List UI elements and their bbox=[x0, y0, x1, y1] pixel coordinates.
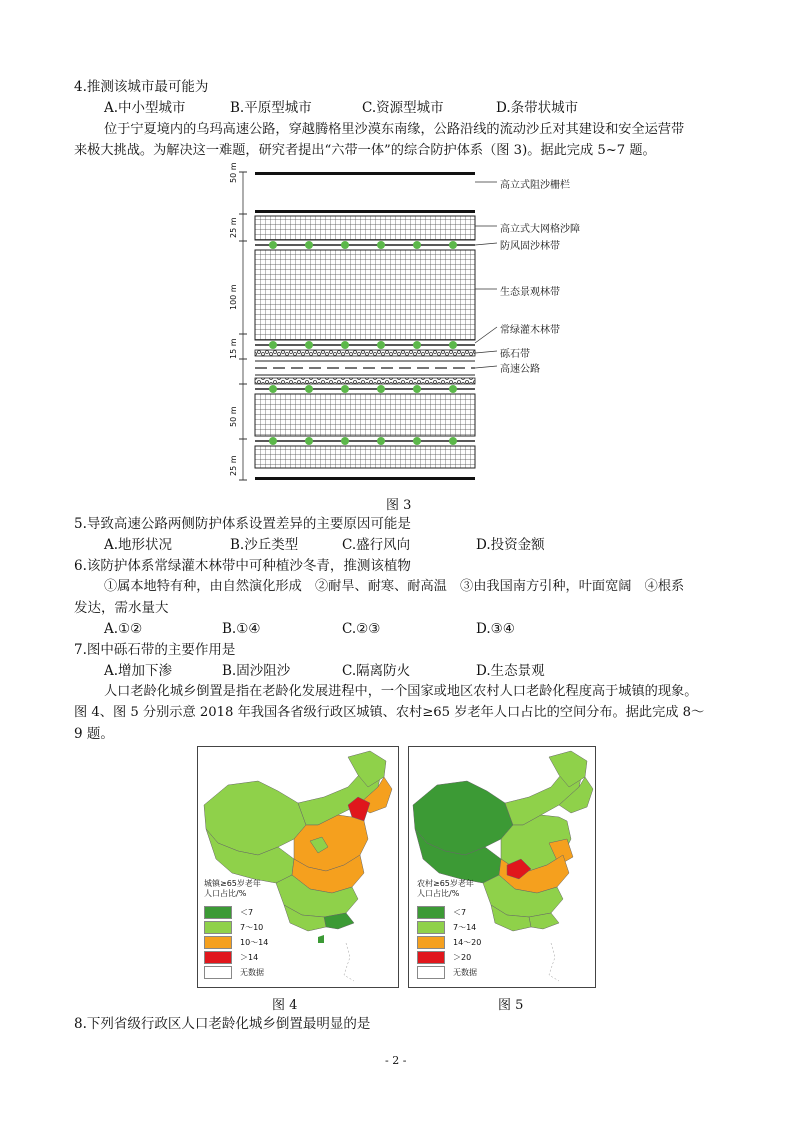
figure4-legend-label: ＜7 bbox=[240, 908, 254, 917]
figure5-legend-swatch bbox=[417, 951, 445, 964]
figure4-legend-item bbox=[204, 920, 268, 935]
passage1-line1: 位于宁夏境内的乌玛高速公路，穿越腾格里沙漠东南缘，公路沿线的流动沙丘对其建设和安全运营带 bbox=[104, 122, 685, 137]
scale-label-50m-bottom: 50 m bbox=[229, 406, 238, 427]
q5-stem: 5.导致高速公路两侧防护体系设置差异的主要原因可能是 bbox=[74, 516, 411, 532]
figure5-legend-item bbox=[417, 905, 481, 920]
q7-option-c: C.隔离防火 bbox=[342, 663, 411, 679]
figure5-legend-swatch bbox=[417, 921, 445, 934]
figure5-legend-title2: 人口占比/% bbox=[417, 889, 460, 898]
page-number: - 2 - bbox=[385, 1054, 407, 1067]
figure5-legend bbox=[417, 905, 481, 980]
passage1-line2: 来极大挑战。为解决这一难题，研究者提出“六带一体”的综合防护体系（图 3)。据此完成 5~7 题。 bbox=[74, 143, 656, 158]
q4-option-c: C.资源型城市 bbox=[362, 100, 444, 116]
figure5-legend-swatch bbox=[417, 906, 445, 919]
q6-option-a: A.①② bbox=[104, 621, 143, 637]
figure5-legend-title1: 农村≥65岁老年 bbox=[417, 879, 474, 888]
q6-option-c: C.②③ bbox=[342, 621, 381, 637]
figure4-map bbox=[197, 746, 399, 988]
figure5-legend-label: ＞20 bbox=[453, 953, 472, 962]
figure4-legend-title1: 城镇≥65岁老年 bbox=[204, 879, 261, 888]
q7-option-b: B.固沙阻沙 bbox=[222, 663, 291, 679]
figure4-legend-swatch bbox=[204, 951, 232, 964]
q6-stem: 6.该防护体系常绿灌木林带中可种植沙冬青，推测该植物 bbox=[74, 558, 411, 574]
figure4-legend-label: 7～10 bbox=[240, 923, 264, 932]
q6-statements-line2: 发达，需水量大 bbox=[74, 600, 169, 616]
label-windbreak-forest: 防风固沙林带 bbox=[500, 241, 560, 252]
q5-option-b: B.沙丘类型 bbox=[230, 537, 299, 553]
figure4-legend-swatch bbox=[204, 906, 232, 919]
figure4-legend-title2: 人口占比/% bbox=[204, 889, 247, 898]
figure5-legend-item bbox=[417, 935, 481, 950]
label-highway: 高速公路 bbox=[500, 364, 540, 375]
figure4-legend-swatch bbox=[204, 936, 232, 949]
q6-option-b: B.①④ bbox=[222, 621, 261, 637]
figure5-legend-label: ＜7 bbox=[453, 908, 467, 917]
figure5-legend-label: 7～14 bbox=[453, 923, 477, 932]
q4-option-b: B.平原型城市 bbox=[230, 100, 312, 116]
q7-option-a: A.增加下渗 bbox=[104, 663, 173, 679]
q5-option-c: C.盛行风向 bbox=[342, 537, 411, 553]
label-gravel-belt: 砾石带 bbox=[500, 349, 530, 360]
q6-statements-line1: ①属本地特有种，由自然演化形成 ②耐旱、耐寒、耐高温 ③由我国南方引种，叶面宽阔 ④根系 bbox=[104, 579, 685, 594]
scale-label-25m-bottom: 25 m bbox=[229, 455, 238, 476]
figure5-legend-item bbox=[417, 965, 481, 980]
figure5-map bbox=[408, 746, 596, 988]
scale-label-25m-top: 25 m bbox=[229, 217, 238, 238]
scale-label-100m: 100 m bbox=[229, 284, 238, 310]
figure5-legend-swatch bbox=[417, 936, 445, 949]
q7-stem: 7.图中砾石带的主要作用是 bbox=[74, 642, 236, 658]
figure4-legend-swatch bbox=[204, 921, 232, 934]
passage2-line3: 9 题。 bbox=[74, 726, 114, 742]
label-large-grid-barrier: 高立式大网格沙障 bbox=[500, 224, 580, 235]
q5-option-a: A.地形状况 bbox=[104, 537, 173, 553]
q4-stem: 4.推测该城市最可能为 bbox=[74, 79, 209, 95]
q6-option-d: D.③④ bbox=[476, 621, 515, 637]
passage2-line2: 图 4、图 5 分别示意 2018 年我国各省级行政区城镇、农村≥65 岁老年人口占比的空间分布。据此完成 8～ bbox=[74, 705, 705, 720]
q5-option-d: D.投资金额 bbox=[476, 537, 545, 553]
figure4-legend-label: ＞14 bbox=[240, 953, 259, 962]
figure3-caption: 图 3 bbox=[386, 498, 412, 513]
figure5-legend-label: 14～20 bbox=[453, 938, 482, 947]
figure4-legend-item bbox=[204, 935, 268, 950]
passage2-line1: 人口老龄化城乡倒置是指在老龄化发展进程中，一个国家或地区农村人口老龄化程度高于城镇的现象。 bbox=[104, 684, 698, 699]
q8-stem: 8.下列省级行政区人口老龄化城乡倒置最明显的是 bbox=[74, 1016, 371, 1032]
figure4-legend-label: 10～14 bbox=[240, 938, 269, 947]
figure5-legend-item bbox=[417, 920, 481, 935]
figure4-legend bbox=[204, 905, 268, 980]
figure4-caption: 图 4 bbox=[272, 998, 298, 1013]
label-high-sand-fence: 高立式阻沙栅栏 bbox=[500, 180, 570, 191]
scale-label-50m-top: 50 m bbox=[229, 162, 238, 183]
figure4-legend-swatch bbox=[204, 966, 232, 979]
q4-option-a: A.中小型城市 bbox=[104, 100, 186, 116]
q7-option-d: D.生态景观 bbox=[476, 663, 545, 679]
label-eco-landscape: 生态景观林带 bbox=[500, 287, 560, 298]
figure5-legend-item bbox=[417, 950, 481, 965]
figure4-legend-item bbox=[204, 950, 268, 965]
figure5-legend-label: 无数据 bbox=[453, 968, 477, 977]
label-evergreen-shrub: 常绿灌木林带 bbox=[500, 325, 560, 336]
q4-option-d: D.条带状城市 bbox=[496, 100, 579, 116]
figure5-legend-swatch bbox=[417, 966, 445, 979]
scale-label-15m: 15 m bbox=[229, 338, 238, 359]
figure5-caption: 图 5 bbox=[498, 998, 524, 1013]
figure4-legend-label: 无数据 bbox=[240, 968, 264, 977]
figure4-legend-item bbox=[204, 965, 268, 980]
figure4-legend-item bbox=[204, 905, 268, 920]
